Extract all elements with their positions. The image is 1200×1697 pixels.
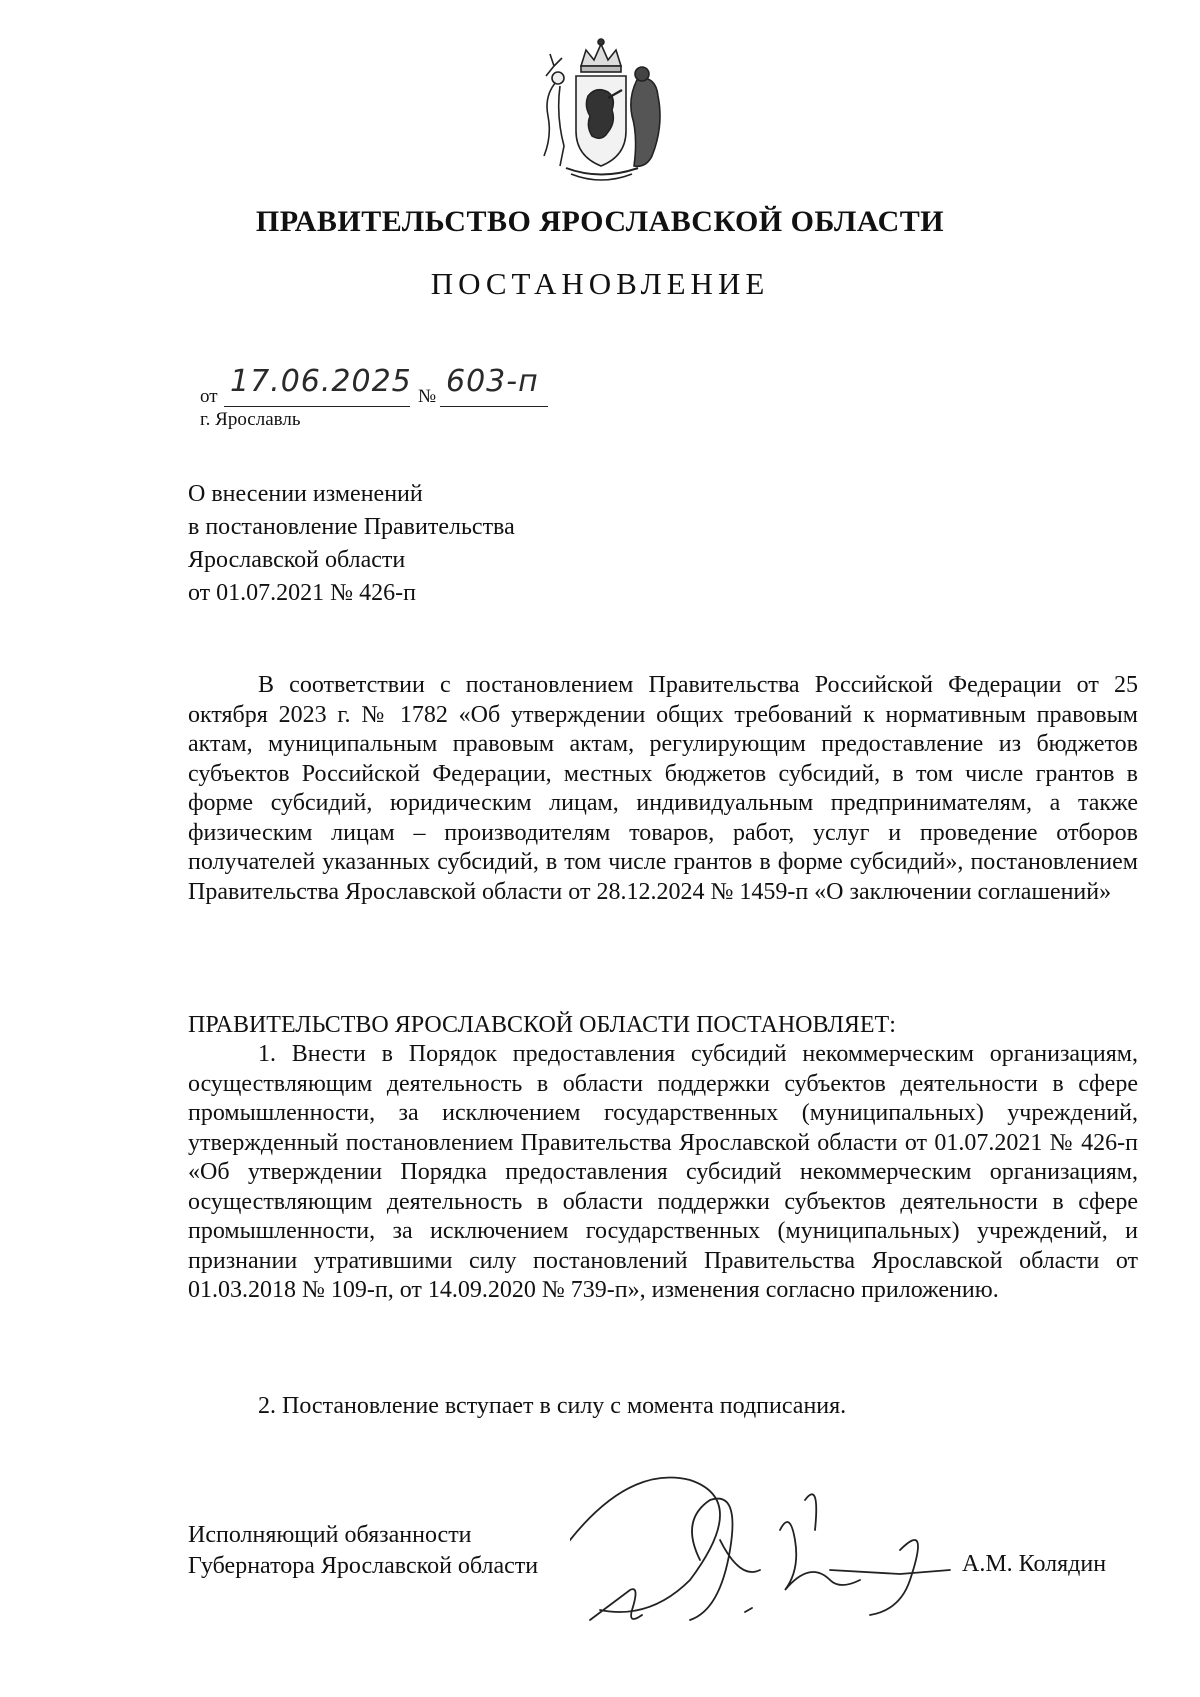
handwritten-signature (570, 1440, 990, 1630)
date-underline (224, 406, 410, 407)
document-subject (188, 478, 608, 610)
number-value: 603-п (446, 364, 539, 399)
coat-of-arms-icon (526, 36, 676, 186)
signer-name: А.М. Колядин (962, 1551, 1107, 1577)
subject-line: от 01.07.2021 № 426-п (188, 580, 416, 606)
item-1-paragraph: 1. Внести в Порядок предоставления субсидий некоммерческим организациям, осуществляющим деятельность в области поддержки субъектов деятельности в сфере промышленности, за исключением государственных (муниципальных) учреждений, утвержденный постановлением Правительства Ярославской области от 01.07.2021 № 426-п «Об утверждении Порядка предоставления субсидий некоммерческим организациям, осуществляющим деятельность в области поддержки субъектов деятельности в сфере промышленности, за исключением государственных (муниципальных) учреждений, и признании утратившими силу постановлений Правительства Ярославской области от 01.03.2018 № 109-п, от 14.09.2020 № 739-п», изменения согласно приложению. (188, 1041, 1138, 1303)
date-value: 17.06.2025 (230, 364, 412, 399)
position-line: Исполняющий обязанности (188, 1522, 472, 1548)
preamble-paragraph: В соответствии с постановлением Правительства Российской Федерации от 25 октября 2023 г. № 1782 «Об утверждении общих требований к нормативным правовым актам, муниципальным правовым актам, регулирующим предоставление из бюджетов субъектов Российской Федерации, местных бюджетов субсидий, в том числе грантов в форме субсидий, юридическим лицам, индивидуальным предпринимателям, а также физическим лицам – производителям товаров, работ, услуг и проведение отборов получателей указанных субсидий, в том числе грантов в форме субсидий», постановлением Правительства Ярославской области от 28.12.2024 № 1459-п «О заключении соглашений» (188, 672, 1138, 905)
position-line: Губернатора Ярославской области (188, 1553, 539, 1579)
decree-heading: ПРАВИТЕЛЬСТВО ЯРОСЛАВСКОЙ ОБЛАСТИ ПОСТАНОВЛЯЕТ: (188, 1012, 896, 1038)
city: г. Ярославль (200, 409, 301, 430)
document-type: ПОСТАНОВЛЕНИЕ (430, 266, 770, 301)
subject-line: О внесении изменений (188, 481, 423, 507)
signature-position (188, 1520, 538, 1582)
date-number-line (200, 362, 720, 412)
subject-line: Ярославской области (188, 547, 406, 573)
number-prefix: № (418, 386, 437, 407)
item-2-paragraph: 2. Постановление вступает в силу с момента подписания. (258, 1393, 847, 1419)
date-prefix: от (200, 386, 218, 407)
government-title: ПРАВИТЕЛЬСТВО ЯРОСЛАВСКОЙ ОБЛАСТИ (255, 205, 945, 238)
subject-line: в постановление Правительства (188, 514, 515, 540)
number-underline (440, 406, 548, 407)
